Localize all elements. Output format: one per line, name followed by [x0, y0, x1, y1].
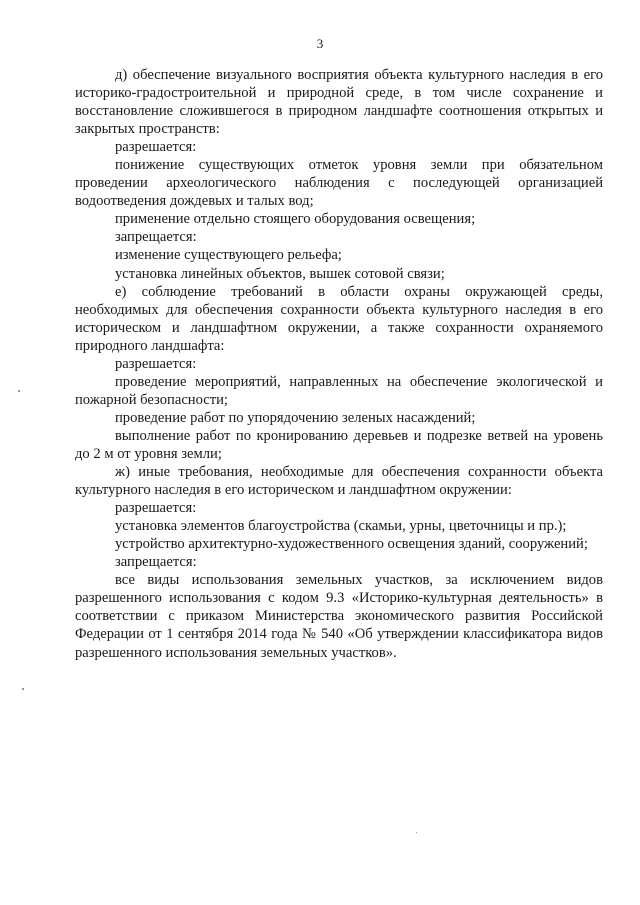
paragraph-landscaping-elements: установка элементов благоустройства (скамьи, урны, цветочницы и пр.);	[115, 518, 567, 535]
paragraph-relief-change: изменение существующего рельефа;	[115, 247, 342, 264]
paragraph-d-visual-perception: д) обеспечение визуального восприятия объекта культурного наследия в его историко-градостроительной и природной среде, в том числе сохранение и восстановление сложившегося в природном ландшафте соотношения открытых и закрытых пространств:	[75, 67, 603, 138]
paragraph-lighting-equipment: применение отдельно стоящего оборудования освещения;	[115, 211, 476, 228]
paragraph-allowed: разрешается:	[115, 500, 197, 517]
paragraph-linear-objects: установка линейных объектов, вышек сотовой связи;	[115, 265, 445, 282]
paragraph-zh-other-requirements: ж) иные требования, необходимые для обеспечения сохранности объекта культурного наследия в его историческом и ландшафтном окружении:	[75, 464, 603, 499]
paragraph-prohibited: запрещается:	[115, 229, 197, 246]
scan-speck	[22, 688, 24, 690]
paragraph-safety-measures: проведение мероприятий, направленных на обеспечение экологической и пожарной безопасности;	[75, 373, 603, 408]
scan-speck	[18, 390, 20, 392]
paragraph-architectural-lighting: устройство архитектурно-художественного освещения зданий, сооружений;	[115, 536, 588, 553]
paragraph-allowed: разрешается:	[115, 355, 197, 372]
paragraph-allowed: разрешается:	[115, 139, 197, 156]
paragraph-ground-lowering: понижение существующих отметок уровня земли при обязательном проведении археологического наблюдения с последующей организацией водоотведения дождевых и талых вод;	[75, 157, 603, 210]
paragraph-land-use: все виды использования земельных участков, за исключением видов разрешенного использования с кодом 9.3 «Историко-культурная деятельность» в соответствии с приказом Министерства экономического развития Российской Федерации от 1 сентября 2014 года № 540 «Об утверждении классификатора видов разрешенного использования земельных участков».	[75, 572, 603, 661]
scan-speck	[416, 832, 417, 833]
document-body	[75, 66, 603, 662]
paragraph-e-environment: е) соблюдение требований в области охраны окружающей среды, необходимых для обеспечения сохранности объекта культурного наследия в его историческом и ландшафтном окружении, а также сохранности охраняемого природного ландшафта:	[75, 283, 603, 354]
paragraph-prohibited: запрещается:	[115, 554, 197, 571]
paragraph-tree-pruning: выполнение работ по кронированию деревьев и подрезке ветвей на уровень до 2 м от уровня земли;	[75, 427, 603, 462]
paragraph-green-spaces: проведение работ по упорядочению зеленых насаждений;	[115, 409, 476, 426]
page-number: 3	[316, 36, 324, 51]
